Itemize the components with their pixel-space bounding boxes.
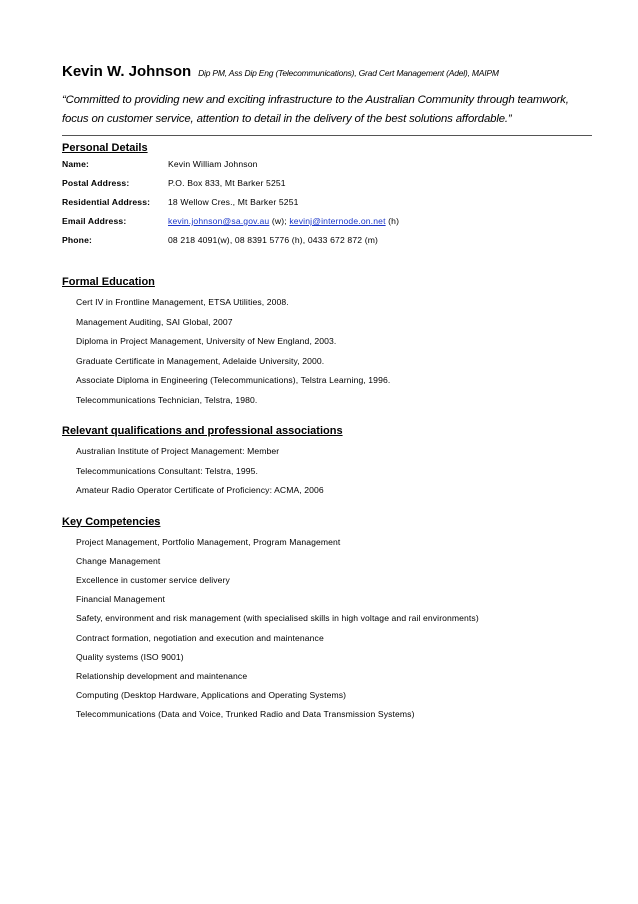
postal-label: Postal Address: [62, 178, 130, 188]
formal-education-heading: Formal Education [62, 276, 155, 288]
personal-details-table [62, 159, 592, 254]
list-item: Australian Institute of Project Management: Member [76, 446, 280, 456]
competencies-list [76, 533, 592, 725]
list-item: Change Management [76, 555, 161, 566]
detail-row-name [62, 159, 592, 178]
phone-label: Phone: [62, 235, 93, 245]
name-value: Kevin William Johnson [168, 159, 258, 169]
home-email-suffix: (h) [385, 216, 400, 226]
list-item: Amateur Radio Operator Certificate of Proficiency: ACMA, 2006 [76, 485, 324, 495]
detail-row-phone [62, 235, 592, 254]
home-email-link[interactable]: kevinj@internode.on.net [289, 216, 386, 226]
list-item: Diploma in Project Management, University of New England, 2003. [76, 336, 337, 346]
divider [62, 135, 592, 136]
qualifications-list [76, 442, 592, 501]
list-item: Cert IV in Frontline Management, ETSA Utilities, 2008. [76, 297, 289, 307]
postal-value: P.O. Box 833, Mt Barker 5251 [168, 178, 286, 188]
detail-row-email [62, 216, 592, 235]
list-item: Contract formation, negotiation and execution and maintenance [76, 632, 324, 643]
name-line [62, 62, 592, 82]
list-item: Telecommunications (Data and Voice, Trunked Radio and Data Transmission Systems) [76, 709, 415, 720]
residential-label: Residential Address: [62, 197, 151, 207]
detail-row-residential [62, 197, 592, 216]
list-item: Computing (Desktop Hardware, Applications and Operating Systems) [76, 690, 347, 701]
list-item: Telecommunications Technician, Telstra, 1980. [76, 394, 258, 405]
residential-value: 18 Wellow Cres., Mt Barker 5251 [168, 197, 299, 207]
qualifications-heading: Relevant qualifications and professional associations [62, 425, 343, 437]
email-label: Email Address: [62, 216, 127, 226]
work-email-suffix: (w); [269, 216, 290, 226]
resume-page [62, 62, 592, 725]
list-item: Project Management, Portfolio Management, Program Management [76, 536, 341, 547]
phone-value: 08 218 4091(w), 08 8391 5776 (h), 0433 672 872 (m) [168, 235, 379, 245]
list-item: Relationship development and maintenance [76, 670, 248, 681]
list-item: Management Auditing, SAI Global, 2007 [76, 316, 233, 327]
email-value [168, 216, 592, 235]
personal-details-heading: Personal Details [62, 142, 148, 154]
list-item: Safety, environment and risk management (with specialised skills in high voltage and rail environments) [76, 613, 479, 624]
education-list [76, 293, 592, 410]
list-item: Financial Management [76, 594, 165, 605]
detail-row-postal [62, 178, 592, 197]
list-item: Excellence in customer service delivery [76, 574, 230, 585]
list-item: Quality systems (ISO 9001) [76, 651, 184, 662]
credentials: Dip PM, Ass Dip Eng (Telecommunications), Grad Cert Management (Adel), MAIPM [198, 68, 499, 78]
list-item: Telecommunications Consultant: Telstra, 1995. [76, 465, 259, 476]
work-email-link[interactable]: kevin.johnson@sa.gov.au [168, 216, 270, 226]
name-label: Name: [62, 159, 90, 169]
list-item: Graduate Certificate in Management, Adelaide University, 2000. [76, 355, 325, 366]
candidate-name: Kevin W. Johnson [62, 63, 192, 80]
list-item: Associate Diploma in Engineering (Telecommunications), Telstra Learning, 1996. [76, 375, 391, 385]
key-competencies-heading: Key Competencies [62, 515, 161, 528]
mission-quote: “Committed to providing new and exciting infrastructure to the Australian Community through teamwork, focus on customer service, attention to detail in the delivery of the best solutions affordable.” [62, 94, 569, 125]
